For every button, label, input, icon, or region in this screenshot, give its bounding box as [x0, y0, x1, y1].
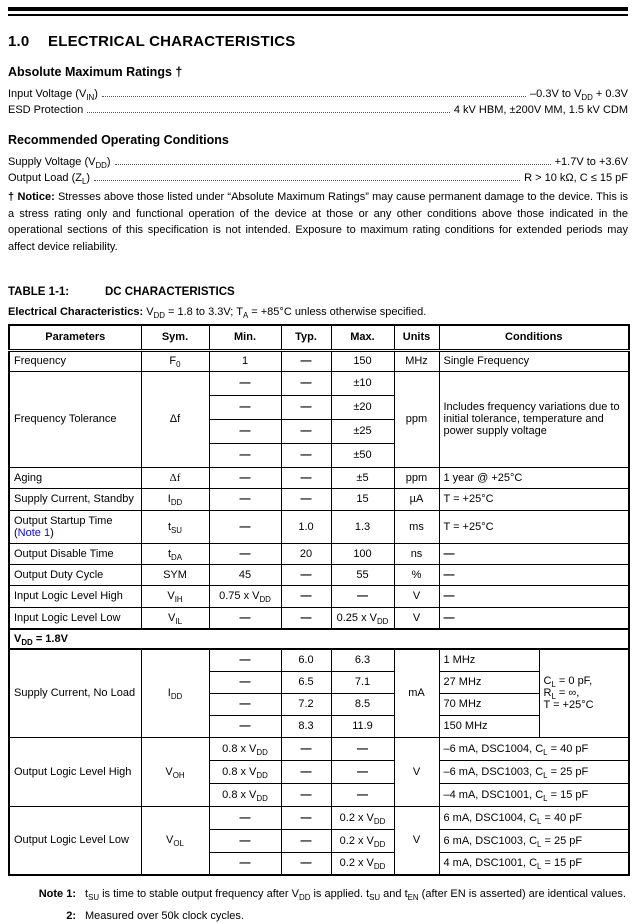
footnote-2: [30, 909, 628, 924]
spec-value: 4 kV HBM, ±200V MM, 1.5 kV CDM: [453, 104, 628, 116]
max-cell: ±10: [331, 371, 394, 395]
units-cell: ns: [394, 543, 439, 564]
row-output-duty-cycle: [9, 564, 629, 585]
notice-paragraph: † Notice: Stresses above those listed under “Absolute Maximum Ratings” may cause permanent damage to the device. This is a stress rating only and functional operation of the device at those or any other conditions above those indicated in the operational sections of this specification is not intended. Exposure to maximum rating conditions for extended periods may affect device reliability.: [8, 191, 628, 253]
cond-cell: –4 mA, DSC1001, $C_L = 15$ pF: [439, 783, 629, 806]
dc-characteristics-table: [8, 324, 630, 876]
max-cell: 8.5: [331, 693, 394, 715]
units-cell: ms: [394, 510, 439, 543]
section-heading: [8, 33, 628, 50]
typ-cell: —: [281, 829, 331, 852]
param-cell: Aging: [9, 467, 141, 488]
param-cell: Output Logic Level High: [9, 737, 141, 806]
max-cell: 55: [331, 564, 394, 585]
cond-cell: T = +25°C: [439, 510, 629, 543]
spec-label: Supply Voltage $(V_{DD})$: [8, 156, 111, 171]
typ-cell: —: [281, 852, 331, 875]
cond-cell: —: [439, 564, 629, 585]
cond-cell: –6 mA, DSC1003, $C_L = 25$ pF: [439, 760, 629, 783]
param-cell: Supply Current, Standby: [9, 488, 141, 510]
freq-cond-cell: 27 MHz: [439, 671, 539, 693]
max-cell: ±5: [331, 467, 394, 488]
col-header-sym: Sym.: [141, 325, 209, 350]
units-cell: MHz: [394, 350, 439, 371]
note-reference-link[interactable]: Note 1: [17, 526, 51, 539]
cond-cell: 6 mA, DSC1004, $C_L = 40$ pF: [439, 806, 629, 829]
min-cell: —: [209, 852, 281, 875]
vdd-section-label: $V_{DD} = 1.8V$: [9, 629, 629, 649]
min-cell: 0.8 x $V_{DD}$: [209, 783, 281, 806]
spec-label: ESD Protection: [8, 104, 84, 116]
typ-cell: —: [281, 488, 331, 510]
datasheet-page: [8, 0, 628, 924]
footnotes: [30, 887, 628, 924]
max-cell: 100: [331, 543, 394, 564]
typ-cell: —: [281, 760, 331, 783]
cond-cell: T = +25°C: [439, 488, 629, 510]
sym-cell: SYM: [141, 564, 209, 585]
table-subtitle: Electrical Characteristics: $V_{DD} = 1.8$ to 3.3V; $T_A = +85^\circ C$ unless otherwise specified.: [8, 306, 427, 321]
col-header-conditions: Conditions: [439, 325, 629, 350]
footnote-1: [30, 887, 628, 902]
cond-cell: 4 mA, DSC1001, $C_L = 15$ pF: [439, 852, 629, 875]
param-cell: Output Disable Time: [9, 543, 141, 564]
row-output-startup-time: [9, 510, 629, 543]
typ-cell: —: [281, 607, 331, 629]
units-cell: ppm: [394, 371, 439, 467]
spec-value: +1.7V to +3.6V: [554, 156, 628, 168]
param-cell: Output Startup Time (Note 1): [9, 510, 141, 543]
abs-max-heading: Absolute Maximum Ratings †: [8, 65, 183, 79]
sym-cell: $V_{IL}$: [141, 607, 209, 629]
min-cell: 0.8 x $V_{DD}$: [209, 737, 281, 760]
rec-op-heading: Recommended Operating Conditions: [8, 133, 229, 147]
row-input-logic-low: [9, 607, 629, 629]
row-supply-current-no-load: [9, 649, 629, 671]
min-cell: 45: [209, 564, 281, 585]
spec-supply-voltage: [8, 154, 628, 170]
spec-input-voltage: [8, 86, 628, 102]
min-cell: —: [209, 395, 281, 419]
spec-output-load: [8, 170, 628, 186]
typ-cell: —: [281, 737, 331, 760]
min-cell: 0.75 x $V_{DD}$: [209, 585, 281, 607]
row-output-logic-high: [9, 737, 629, 760]
cond-cell: –6 mA, DSC1004, $C_L = 40$ pF: [439, 737, 629, 760]
min-cell: —: [209, 443, 281, 467]
table-header-row: [9, 325, 629, 350]
section-number: 1.0: [8, 33, 30, 50]
sym-cell: $V_{OL}$: [141, 806, 209, 875]
col-header-typ: Typ.: [281, 325, 331, 350]
max-cell: 15: [331, 488, 394, 510]
col-header-units: Units: [394, 325, 439, 350]
typ-cell: —: [281, 371, 331, 395]
typ-cell: —: [281, 467, 331, 488]
cond-cell: Single Frequency: [439, 350, 629, 371]
cond-cell: 6 mA, DSC1003, $C_L = 25$ pF: [439, 829, 629, 852]
max-cell: 0.25 x $V_{DD}$: [331, 607, 394, 629]
param-cell: Frequency Tolerance: [9, 371, 141, 467]
row-input-logic-high: [9, 585, 629, 607]
dotted-leader: [102, 96, 526, 97]
sym-cell: $F_0$: [141, 350, 209, 371]
max-cell: ±25: [331, 419, 394, 443]
min-cell: —: [209, 649, 281, 671]
max-cell: 11.9: [331, 715, 394, 737]
min-cell: —: [209, 510, 281, 543]
min-cell: —: [209, 829, 281, 852]
max-cell: —: [331, 760, 394, 783]
max-cell: —: [331, 737, 394, 760]
param-cell: Frequency: [9, 350, 141, 371]
max-cell: 0.2 x $V_{DD}$: [331, 806, 394, 829]
spec-esd-protection: [8, 102, 628, 118]
row-supply-current-standby: [9, 488, 629, 510]
dotted-leader: [94, 180, 520, 181]
sym-cell: Δf: [141, 467, 209, 488]
units-cell: V: [394, 806, 439, 875]
spec-value: –0.3V to $V_{DD} + 0.3V$: [530, 88, 628, 103]
min-cell: —: [209, 371, 281, 395]
typ-cell: —: [281, 350, 331, 371]
row-output-disable-time: [9, 543, 629, 564]
typ-cell: 6.0: [281, 649, 331, 671]
col-header-parameters: Parameters: [9, 325, 141, 350]
max-cell: ±20: [331, 395, 394, 419]
param-cell: Input Logic Level High: [9, 585, 141, 607]
typ-cell: —: [281, 395, 331, 419]
sym-cell: $t_{DA}$: [141, 543, 209, 564]
typ-cell: 8.3: [281, 715, 331, 737]
typ-cell: —: [281, 419, 331, 443]
sym-cell: $V_{IH}$: [141, 585, 209, 607]
row-aging: [9, 467, 629, 488]
sym-cell: $V_{OH}$: [141, 737, 209, 806]
typ-cell: —: [281, 443, 331, 467]
typ-cell: —: [281, 806, 331, 829]
typ-cell: —: [281, 783, 331, 806]
max-cell: —: [331, 585, 394, 607]
cond-cell: Includes frequency variations due to initial tolerance, temperature and power supply voltage: [439, 371, 629, 467]
units-cell: %: [394, 564, 439, 585]
cond-cell: —: [439, 543, 629, 564]
typ-cell: —: [281, 585, 331, 607]
spec-value: R > 10 kΩ, C ≤ 15 pF: [524, 172, 628, 184]
typ-cell: 6.5: [281, 671, 331, 693]
footnote-1-label: Note 1:: [38, 888, 76, 900]
max-cell: ±50: [331, 443, 394, 467]
row-output-logic-low: [9, 806, 629, 829]
load-cond-cell: $C_L = 0$ pF, $R_L$ = ∞, T = +25°C: [539, 649, 629, 737]
freq-cond-cell: 150 MHz: [439, 715, 539, 737]
sym-cell: Δf: [141, 371, 209, 467]
col-header-max: Max.: [331, 325, 394, 350]
units-cell: µA: [394, 488, 439, 510]
spec-label: Input Voltage $(V_{IN})$: [8, 88, 98, 103]
sym-cell: $t_{SU}$: [141, 510, 209, 543]
max-cell: 0.2 x $V_{DD}$: [331, 852, 394, 875]
max-cell: 0.2 x $V_{DD}$: [331, 829, 394, 852]
min-cell: —: [209, 488, 281, 510]
table-caption-title: DC CHARACTERISTICS: [105, 286, 235, 298]
row-frequency: [9, 350, 629, 371]
param-cell: Input Logic Level Low: [9, 607, 141, 629]
max-cell: —: [331, 783, 394, 806]
cond-cell: —: [439, 585, 629, 607]
units-cell: V: [394, 737, 439, 806]
typ-cell: 1.0: [281, 510, 331, 543]
min-cell: —: [209, 607, 281, 629]
typ-cell: 7.2: [281, 693, 331, 715]
cond-cell: 1 year @ +25°C: [439, 467, 629, 488]
max-cell: 6.3: [331, 649, 394, 671]
units-cell: V: [394, 607, 439, 629]
min-cell: —: [209, 543, 281, 564]
header-double-rule: [8, 7, 628, 16]
max-cell: 1.3: [331, 510, 394, 543]
min-cell: —: [209, 806, 281, 829]
col-header-min: Min.: [209, 325, 281, 350]
sym-cell: $I_{DD}$: [141, 649, 209, 737]
param-cell: Output Duty Cycle: [9, 564, 141, 585]
max-cell: 150: [331, 350, 394, 371]
units-cell: V: [394, 585, 439, 607]
typ-cell: 20: [281, 543, 331, 564]
max-cell: 7.1: [331, 671, 394, 693]
table-caption: [8, 286, 628, 298]
units-cell: ppm: [394, 467, 439, 488]
section-title: ELECTRICAL CHARACTERISTICS: [48, 33, 296, 50]
min-cell: —: [209, 419, 281, 443]
min-cell: 0.8 x $V_{DD}$: [209, 760, 281, 783]
param-cell: Supply Current, No Load: [9, 649, 141, 737]
cond-cell: —: [439, 607, 629, 629]
dotted-leader: [115, 164, 551, 165]
freq-cond-cell: 70 MHz: [439, 693, 539, 715]
table-caption-label: TABLE 1-1:: [8, 286, 70, 298]
freq-cond-cell: 1 MHz: [439, 649, 539, 671]
dotted-leader: [87, 112, 450, 113]
row-frequency-tolerance: [9, 371, 629, 395]
footnote-1-text: $t_{SU}$ is time to stable output frequency after $V_{DD}$ is applied. $t_{SU}$ and $t_{EN}$ (after EN is asserted) are identical values.: [85, 888, 626, 903]
footnote-2-text: Measured over 50k clock cycles.: [85, 910, 244, 922]
typ-cell: —: [281, 564, 331, 585]
sym-cell: $I_{DD}$: [141, 488, 209, 510]
row-vdd-section-header: [9, 629, 629, 649]
min-cell: —: [209, 715, 281, 737]
units-cell: mA: [394, 649, 439, 737]
footnote-2-label: 2:: [66, 910, 76, 922]
min-cell: —: [209, 467, 281, 488]
param-cell: Output Logic Level Low: [9, 806, 141, 875]
spec-label: Output Load $(Z_L)$: [8, 172, 91, 187]
min-cell: —: [209, 671, 281, 693]
min-cell: —: [209, 693, 281, 715]
min-cell: 1: [209, 350, 281, 371]
